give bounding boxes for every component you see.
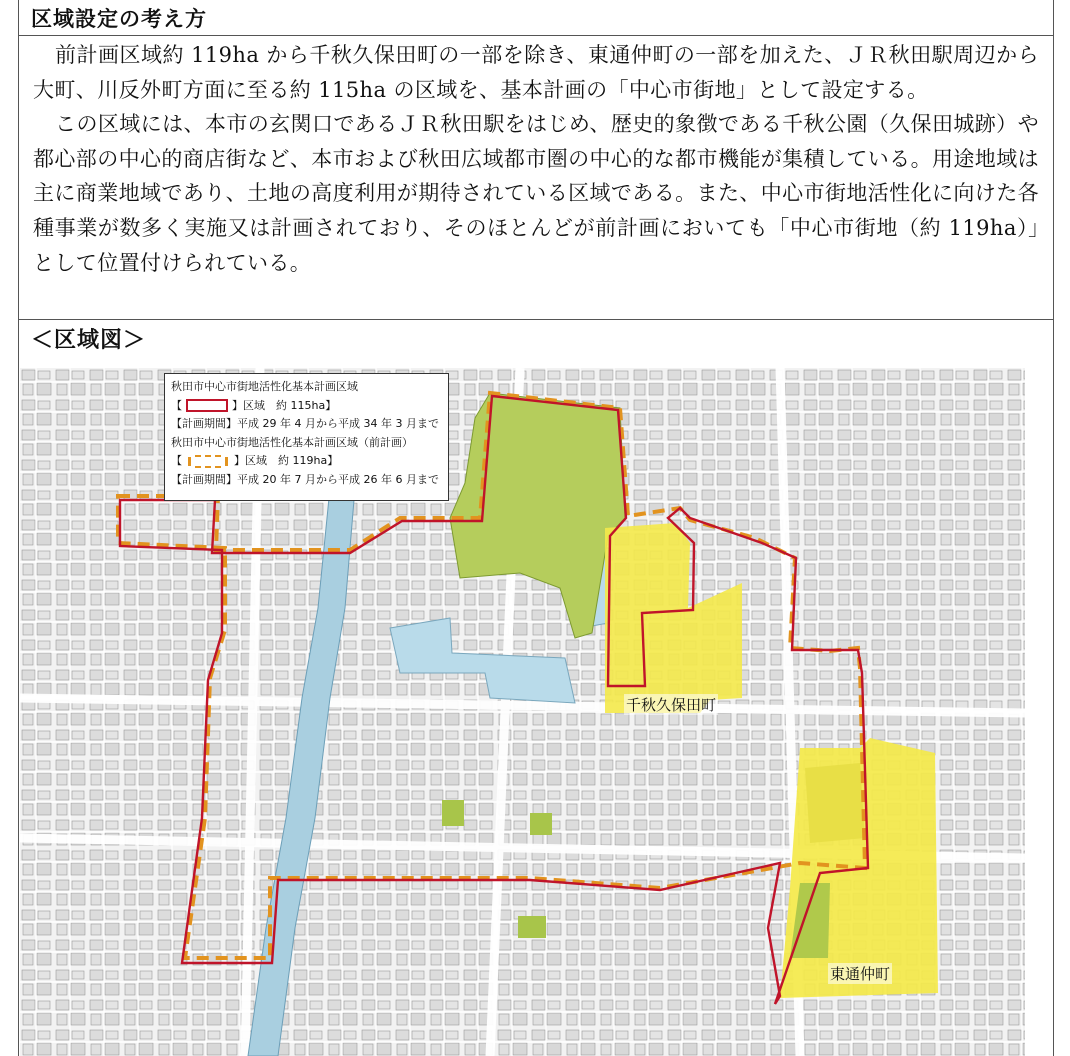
legend-previous-open: 【 [171,454,182,467]
map-legend [164,373,449,501]
legend-orange-swatch-icon [188,457,228,466]
legend-previous-row [171,452,442,471]
legend-current-label: 】区域 約 115ha】 [232,398,337,412]
paragraph-1: 前計画区域約 119ha から千秋久保田町の一部を除き、東通仲町の一部を加えた、ＪＲ秋田駅周辺から大町、川反外町方面に至る約 115ha の区域を、基本計画の「中心市街地」として設定する。 [33,43,1039,102]
legend-title-previous: 秋田市中心市街地活性化基本計画区域（前計画） [171,435,413,449]
label-senshu-kubota: 千秋久保田町 [626,696,717,714]
description-block [19,36,1053,320]
section-title-row [19,0,1053,36]
legend-red-swatch-icon [186,399,228,412]
legend-previous-label: 】区域 約 119ha】 [234,454,339,467]
legend-title-current: 秋田市中心市街地活性化基本計画区域 [171,380,358,393]
legend-current-row [171,397,442,416]
legend-previous-period: 【計画期間】平成 20 年 7 月から平成 26 年 6 月まで [171,472,439,486]
label-higashidori-naka: 東通仲町 [830,965,891,983]
section-title: 区域設定の考え方 [31,6,207,31]
legend-current-period: 【計画期間】平成 29 年 4 月から平成 34 年 3 月まで [171,417,439,430]
legend-current-open: 【 [171,398,182,412]
map-heading: ＜区域図＞ [31,327,147,353]
map-heading-row [19,320,1053,356]
paragraph-2: この区域には、本市の玄関口であるＪＲ秋田駅をはじめ、歴史的象徴である千秋公園（久保田城跡）や都心部の中心的商店街など、本市および秋田広域都市圏の中心的な都市機能が集積している。用途地域は主に商業地域であり、土地の高度利用が期待されている区域である。また、中心市街地活性化に向けた各種事業が数多く実施又は計画されており、そのほとんどが前計画においても「中心市街地（約 119ha）」として位置付けられている。 [33,112,1039,275]
